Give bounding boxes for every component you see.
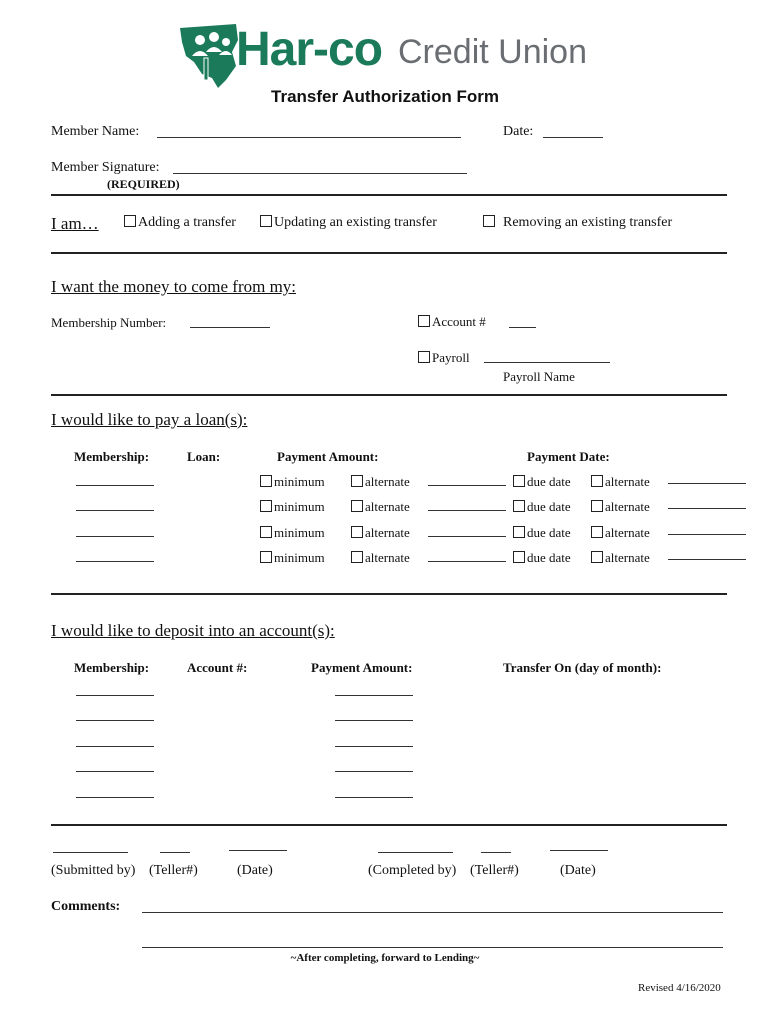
- alternate-date-field[interactable]: [668, 483, 746, 484]
- deposit-header-transfer-on: Transfer On (day of month):: [503, 660, 662, 675]
- deposit-header-payment-amount: Payment Amount:: [311, 660, 413, 675]
- alternate-amount-option[interactable]: [351, 525, 410, 541]
- alternate-amount-field[interactable]: [428, 536, 506, 537]
- checkbox-alternate-date[interactable]: [591, 500, 603, 512]
- loan-header-payment-amount: Payment Amount:: [277, 449, 379, 464]
- alternate-date-option[interactable]: [591, 499, 650, 515]
- deposit-membership-field[interactable]: [76, 771, 154, 772]
- section-divider: [51, 394, 727, 396]
- minimum-label: minimum: [274, 499, 325, 514]
- alternate-label: alternate: [605, 525, 650, 540]
- source-account-field[interactable]: [509, 327, 536, 328]
- checkbox-alternate-amount[interactable]: [351, 475, 363, 487]
- due-date-option[interactable]: [513, 474, 571, 490]
- comments-label: Comments:: [51, 899, 121, 914]
- iam-label: I am…: [51, 214, 99, 233]
- loan-membership-field[interactable]: [76, 485, 154, 486]
- teller1-field[interactable]: [160, 852, 190, 853]
- minimum-option[interactable]: [260, 499, 325, 515]
- date2-field[interactable]: [550, 850, 608, 851]
- alternate-amount-field[interactable]: [428, 485, 506, 486]
- checkbox-alternate-date[interactable]: [591, 551, 603, 563]
- submitted-by-field[interactable]: [53, 852, 128, 853]
- teller2-label: (Teller#): [470, 863, 519, 878]
- alternate-label: alternate: [605, 474, 650, 489]
- section-divider: [51, 194, 727, 196]
- membership-number-field[interactable]: [190, 327, 270, 328]
- alternate-date-field[interactable]: [668, 534, 746, 535]
- alternate-label: alternate: [365, 474, 410, 489]
- alternate-amount-option[interactable]: [351, 499, 410, 515]
- logo: [178, 22, 598, 92]
- submitted-by-label: (Submitted by): [51, 863, 136, 878]
- comments-line-2[interactable]: [142, 947, 723, 948]
- alternate-date-option[interactable]: [591, 525, 650, 541]
- minimum-option[interactable]: [260, 550, 325, 566]
- signature-field[interactable]: [173, 173, 467, 174]
- deposit-amount-field[interactable]: [335, 771, 413, 772]
- loan-header-payment-date: Payment Date:: [527, 449, 610, 464]
- due-date-label: due date: [527, 499, 571, 514]
- comments-line-1[interactable]: [142, 912, 723, 913]
- loan-header-membership: Membership:: [74, 449, 150, 464]
- checkbox-adding[interactable]: [124, 215, 136, 227]
- deposit-amount-field[interactable]: [335, 797, 413, 798]
- minimum-option[interactable]: [260, 474, 325, 490]
- member-name-field[interactable]: [157, 137, 461, 138]
- date-label: Date:: [503, 124, 534, 139]
- minimum-label: minimum: [274, 550, 325, 565]
- section-divider: [51, 252, 727, 254]
- option-adding[interactable]: [124, 215, 236, 231]
- logo-brand: Har-co: [236, 23, 383, 76]
- form-title: Transfer Authorization Form: [271, 87, 499, 106]
- revised-date: Revised 4/16/2020: [638, 982, 721, 994]
- alternate-label: alternate: [365, 550, 410, 565]
- completed-by-label: (Completed by): [368, 863, 457, 878]
- alternate-label: alternate: [365, 525, 410, 540]
- deposit-membership-field[interactable]: [76, 695, 154, 696]
- alternate-date-option[interactable]: [591, 474, 650, 490]
- due-date-option[interactable]: [513, 525, 571, 541]
- checkbox-minimum[interactable]: [260, 500, 272, 512]
- teller2-field[interactable]: [481, 852, 511, 853]
- section-divider: [51, 824, 727, 826]
- payroll-name-field[interactable]: [484, 362, 610, 363]
- alternate-date-field[interactable]: [668, 559, 746, 560]
- alternate-amount-field[interactable]: [428, 510, 506, 511]
- loan-header-loan: Loan:: [187, 449, 221, 464]
- checkbox-minimum[interactable]: [260, 551, 272, 563]
- due-date-label: due date: [527, 474, 571, 489]
- teller1-label: (Teller#): [149, 863, 198, 878]
- checkbox-alternate-date[interactable]: [591, 526, 603, 538]
- deposit-header-account: Account #:: [187, 660, 248, 675]
- alternate-label: alternate: [365, 499, 410, 514]
- alternate-date-option[interactable]: [591, 550, 650, 566]
- source-heading: I want the money to come from my:: [51, 277, 297, 296]
- checkbox-minimum[interactable]: [260, 475, 272, 487]
- loan-membership-field[interactable]: [76, 536, 154, 537]
- minimum-label: minimum: [274, 474, 325, 489]
- signature-label: Member Signature:: [51, 160, 160, 175]
- alternate-label: alternate: [605, 550, 650, 565]
- account-label: Account #: [432, 314, 486, 329]
- alternate-date-field[interactable]: [668, 508, 746, 509]
- option-adding-label: Adding a transfer: [138, 215, 236, 230]
- option-updating[interactable]: [260, 215, 437, 231]
- completed-by-field[interactable]: [378, 852, 453, 853]
- member-name-label: Member Name:: [51, 124, 140, 139]
- checkbox-due-date[interactable]: [513, 500, 525, 512]
- deposit-membership-field[interactable]: [76, 746, 154, 747]
- deposit-header-membership: Membership:: [74, 660, 150, 675]
- checkbox-minimum[interactable]: [260, 526, 272, 538]
- option-updating-label: Updating an existing transfer: [274, 215, 437, 230]
- alternate-amount-option[interactable]: [351, 550, 410, 566]
- logo-suffix: Credit Union: [398, 33, 587, 71]
- checkbox-alternate-amount[interactable]: [351, 526, 363, 538]
- option-removing-label: Removing an existing transfer: [503, 215, 673, 230]
- due-date-option[interactable]: [513, 550, 571, 566]
- section-divider: [51, 593, 727, 595]
- due-date-option[interactable]: [513, 499, 571, 515]
- checkbox-due-date[interactable]: [513, 475, 525, 487]
- alternate-amount-field[interactable]: [428, 561, 506, 562]
- date1-field[interactable]: [229, 850, 287, 851]
- alternate-label: alternate: [605, 499, 650, 514]
- minimum-option[interactable]: [260, 525, 325, 541]
- forward-note: ~After completing, forward to Lending~: [290, 952, 480, 964]
- deposit-membership-field[interactable]: [76, 797, 154, 798]
- checkbox-alternate-date[interactable]: [591, 475, 603, 487]
- date2-label: (Date): [560, 863, 596, 878]
- loan-heading: I would like to pay a loan(s):: [51, 410, 248, 429]
- payroll-label: Payroll: [432, 350, 470, 365]
- deposit-heading: I would like to deposit into an account(s):: [51, 621, 335, 640]
- loan-membership-field[interactable]: [76, 510, 154, 511]
- deposit-membership-field[interactable]: [76, 720, 154, 721]
- checkbox-updating[interactable]: [260, 215, 272, 227]
- alternate-amount-option[interactable]: [351, 474, 410, 490]
- due-date-label: due date: [527, 550, 571, 565]
- minimum-label: minimum: [274, 525, 325, 540]
- source-payroll-option[interactable]: [418, 350, 470, 366]
- checkbox-account[interactable]: [418, 315, 430, 327]
- logo-map-icon: [178, 22, 242, 90]
- due-date-label: due date: [527, 525, 571, 540]
- loan-membership-field[interactable]: [76, 561, 154, 562]
- option-removing[interactable]: [483, 215, 672, 231]
- checkbox-removing[interactable]: [483, 215, 495, 227]
- payroll-name-label: Payroll Name: [503, 369, 575, 384]
- checkbox-alternate-amount[interactable]: [351, 500, 363, 512]
- checkbox-due-date[interactable]: [513, 551, 525, 563]
- date-field[interactable]: [543, 137, 603, 138]
- required-note: (REQUIRED): [107, 177, 180, 191]
- deposit-amount-field[interactable]: [335, 695, 413, 696]
- checkbox-due-date[interactable]: [513, 526, 525, 538]
- deposit-amount-field[interactable]: [335, 746, 413, 747]
- checkbox-alternate-amount[interactable]: [351, 551, 363, 563]
- deposit-amount-field[interactable]: [335, 720, 413, 721]
- checkbox-payroll[interactable]: [418, 351, 430, 363]
- membership-number-label: Membership Number:: [51, 315, 167, 330]
- date1-label: (Date): [237, 863, 273, 878]
- source-account-option[interactable]: [418, 314, 486, 330]
